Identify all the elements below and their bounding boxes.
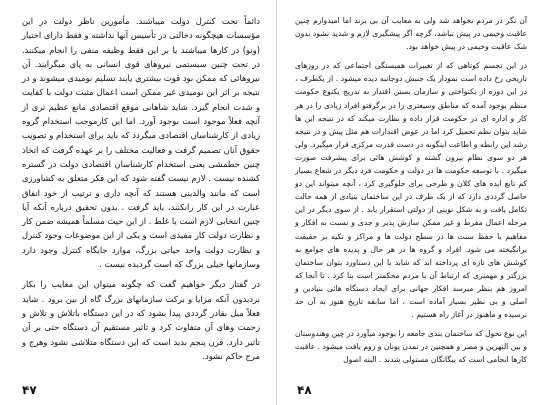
paragraph: دائماً تحت کنترل دولت میباشند. مأمورین ناظر دولت در این مؤسسات هیچگونه دخالتی در تأسیس آنها نداشته و فقط دارای اختیار (وتو) در کارها میباشند یا بر این فقط وظیفه منفی را انجام میکنند. در تحت چنین سیستمی نیروهای قوی انسانی به پای میگرایند. آن نیروهائی که ممکن بود قوت بیشتری یابند تسلیم نومیدی میشوند و در نتیجه بر اثر این نومیدی غیر ممکن است اعمال مثبت دولت با کفایت و شدت انجام گیرد. شاید شاهانی موقع اقتصادی مانع عظیم تری از آنچه فعلاً موجود است بوجود آورد. اما این کارموجب استخدام گروه زیادی از کارشناسان اقتصادی میگردد که باید برای استخدام و تصویب حقوق آنان تصمیم گرفت و فعالیت مختلف را بر عهده گرفت که اتخاذ چنین خطمشی یعنی استخدام کارشناسان اقتصادی دولت در گستره کشنده نیست . لازم نیست گفته شود که این فکر متعلق به کشاورزی است که مانند والدینی هستند که آنچه داری و ترتیب از خود انفاق عبارت در این کار رانکنند، باید گرفت . بدون تحقیق درباره آنکه آیا چنین انتخابی لازم است یا غلط . از این حیث مسلماً همیشه ضمن کار و نظارت دولت کار مفیدی است و یکی از این موضوعات وجود کنترل و نظارت دولت واحد حیاتی بزرگ، موارد جایگاه کنترل وجود دارد وسازمانها خیلی بزرگ که است گردیده نیست . bbox=[21, 16, 260, 270]
right-page-text bbox=[295, 14, 527, 366]
page-number: ۴۷ bbox=[22, 383, 37, 397]
right-page bbox=[277, 0, 553, 405]
left-page-text bbox=[22, 14, 260, 363]
paragraph: آن نگر در مردم نخواهد شد ولی به معایب آن بی برند اما امیدوارم چنین عاقبت وخیمی در پیش نباشد، گرچه اگر پیشگیری لازم و شدید نشود بدون شک عاقبت وخیمی در پیش خواهد بود. bbox=[295, 16, 527, 52]
paragraph: این نوع تحول که ساختمان بندی جامعه را بوجود میآورد در چین وهندوستان و بین النهرین و مصر و همچنین در تمدن یونان و روم یافت میشود . عاقبت کارها انجامی است که بیگانگان مستولی شدند . البته اصول bbox=[295, 329, 527, 365]
left-page bbox=[0, 0, 276, 405]
page-number: ۴۸ bbox=[297, 383, 312, 397]
paragraph: در گفتار دیگر خواهیم گفت که چگونه میتوان این معایب را بکار بردبدون آنکه مزایا و برکت سازمانهای بزرگ گاه از بین برود . شاید فعلاً میل بقادر گرددی پیدا بشود که در این دستگاه باتلاش و تلاش و زحمت وهای آن متفاوت کرد و تاثیر مستقیم آن دستگاه حتی بر آن تاثیر دارد. قرن پنجم بدید است که این دستگاه متلاشی نشود وهرج و مرج حاکم نشود. bbox=[22, 279, 260, 361]
paragraph: در این تجسم کوتاهی که از تغییرات همبستگی اجتماعی که در روزهای تاریخی رخ داده است نمودار یک جنبش دوجانبه دیده میشود . از یکطرف ، در این دوره از یکنواختی و سازمان بستن اقتدار به تدریج یکنوع حکومت منظم بوجود آمده که مناطق وسیعتری را در برگرفتو افراد زیادی را در هر کار و اداره ای در حکومت قرار داده و نظارت میکند که در نتیجه این ها شاید بتوان نظم تحمیل کرد اما در عوض اقتدارات هم مثل پیش و در نتیجه رشد این رابطه و اطاعت اینگونه در دست قدرت مرکزی قرار میگیرد. ولی هر دو سوی نظام بیرون گشته و کوشش هائی برای پیشرفت صورت میگیرد . با توسعه حکومت ها در دولت و حکومت فرد دیگر در شعاع بسیار کم تابع ایده های کلان و طرحی برای جلوگیری کرد ، آنچه میتواند این دو حاصل گرددی دارد که از یک طرف در این ساختمان بنیادی از همه حالت تکامل یافت و به شکل نوینی از دولتی استقرار یابد . از سوی دیگر در این مرحله اعمال مفرط و غیر ممکن سازش پذیر و جدی و نسبت به افکار و مفاهیم با حفظ سنت ها در سطح دولت ها و مراکز و تکیه بر حقیقت برانگیخته می شود. افراد و گروه ها در هر حال و پدیده های جوامع به کوشش های تازه ای پرداخته اند که شاید با این دستاورد بتوان ساختمان بزرگتر و مهمتری که ارتباط آن با مردم محکمتر است بنا کرد . تا آنجا که امروز هم بنظر میرسد افکار جهانی برای ایجاد دستگاه هائی بنیادین و اصلی و بی نظیر بسیار آماده است ، اما سابقه تاریخ هنوز به آن حد نرسیده و ماهنوز در آغاز راه هستیم . bbox=[295, 61, 527, 320]
